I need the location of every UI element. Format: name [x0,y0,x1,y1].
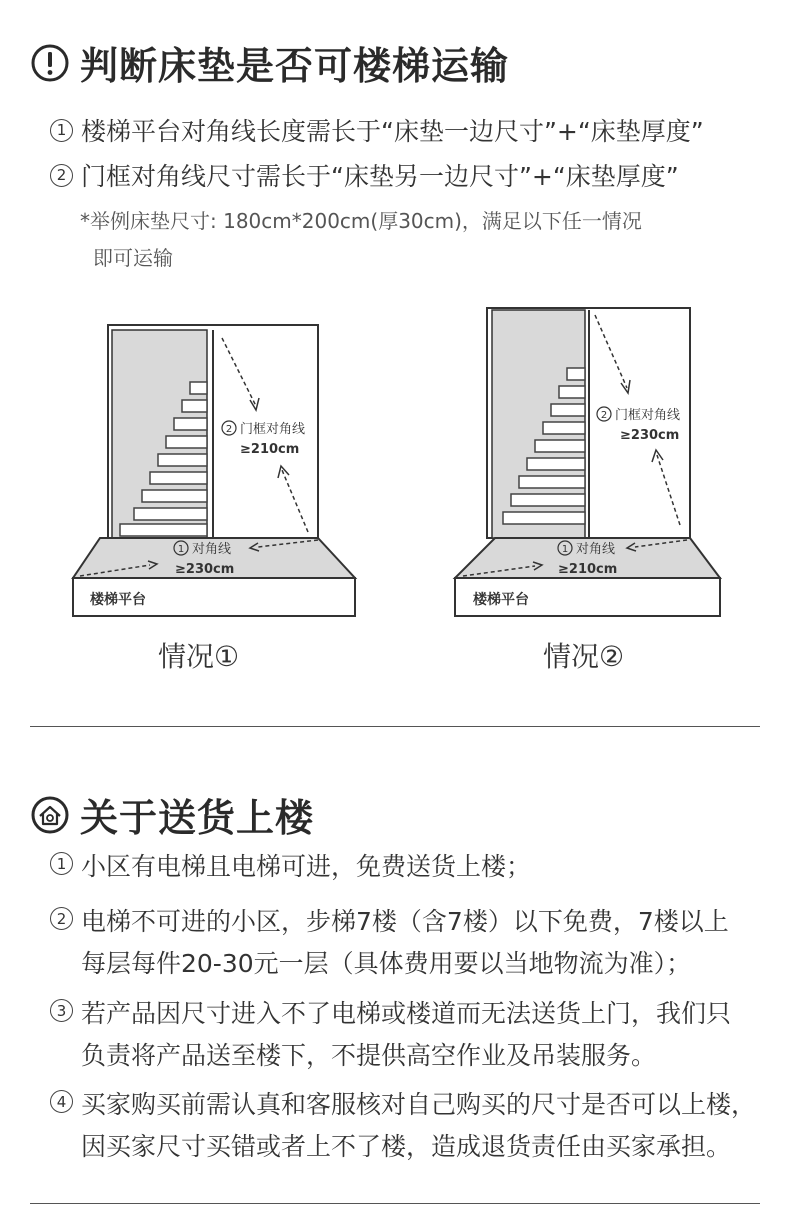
delivery-item-3-line1: 若产品因尺寸进入不了电梯或楼道而无法送货上门，我们只 [81,999,732,1028]
delivery-item-2-line1: 电梯不可进的小区，步梯7楼（含7楼）以下免费，7楼以上 [81,907,729,936]
rule-1-text: 楼梯平台对角线长度需长于“床垫一边尺寸”+“床垫厚度” [81,117,704,146]
delivery-item-4-line2: 因买家尺寸买错或者上不了楼，造成退货责任由买家承担。 [81,1132,732,1161]
delivery-item-4-line1: 买家购买前需认真和客服核对自己购买的尺寸是否可以上楼， [81,1090,757,1119]
divider-2 [30,1203,760,1204]
case2-door-num: 2 [600,410,608,421]
case1-door-value: ≥210cm [240,442,300,457]
case1-floor-num: 1 [177,544,185,555]
case1-door-jamb [212,330,214,538]
diagram-case-2 [395,300,790,630]
case2-platform-label: 楼梯平台 [473,592,529,608]
delivery-item-1-line1: 小区有电梯且电梯可进，免费送货上楼； [81,852,532,881]
diagram-case-1 [0,300,395,630]
rule-1-number: 1 [50,119,73,142]
case-2-caption: 情况② [543,640,625,673]
case-1-caption: 情况① [158,640,240,673]
case1-door-arrow-top [222,338,256,406]
case1-floor-value: ≥230cm [175,562,235,577]
example-note-line1: *举例床垫尺寸: 180cm*200cm(厚30cm)，满足以下任一情况 [80,209,642,233]
delivery-item-2-number: 2 [50,907,73,930]
case2-floor-value: ≥210cm [558,562,618,577]
example-note-line2: 即可运输 [93,246,173,270]
case2-floor-label: 对角线 [576,542,616,557]
delivery-item-4 [50,1084,756,1168]
delivery-item-4-number: 4 [50,1090,73,1113]
delivery-item-2-line2: 每层每件20-30元一层（具体费用要以当地物流为准）； [81,949,692,978]
delivery-item-3 [50,993,731,1077]
case2-door-value: ≥230cm [620,428,680,443]
delivery-item-1 [50,846,531,888]
delivery-item-3-line2: 负责将产品送至楼下，不提供高空作业及吊装服务。 [81,1041,657,1070]
case1-door-num: 2 [225,424,233,435]
case1-door-arrow-bottom [282,470,308,532]
case1-floor-label: 对角线 [192,542,232,557]
house-icon [30,795,70,835]
rule-1 [50,112,704,148]
section1-title [30,35,509,90]
rule-2 [50,157,679,193]
rule-2-number: 2 [50,164,73,187]
case1-platform-label: 楼梯平台 [90,592,146,608]
case2-door-arrow-top [595,315,627,388]
case1-stairwell [112,330,207,538]
case2-door-arrow-bottom [657,455,680,525]
delivery-item-3-number: 3 [50,999,73,1022]
case2-door-jamb [588,310,590,538]
divider-1 [30,726,760,727]
case2-floor-num: 1 [561,544,569,555]
rule-2-text: 门框对角线尺寸需长于“床垫另一边尺寸”+“床垫厚度” [81,162,679,191]
case2-door-label: 门框对角线 [615,408,681,423]
section1-title-text: 判断床垫是否可楼梯运输 [80,44,510,88]
delivery-item-1-number: 1 [50,852,73,875]
delivery-item-2 [50,901,729,985]
case1-door-label: 门框对角线 [240,422,306,437]
exclamation-circle-icon [30,43,70,83]
section2-title [30,787,314,842]
section2-title-text: 关于送货上楼 [80,796,315,840]
